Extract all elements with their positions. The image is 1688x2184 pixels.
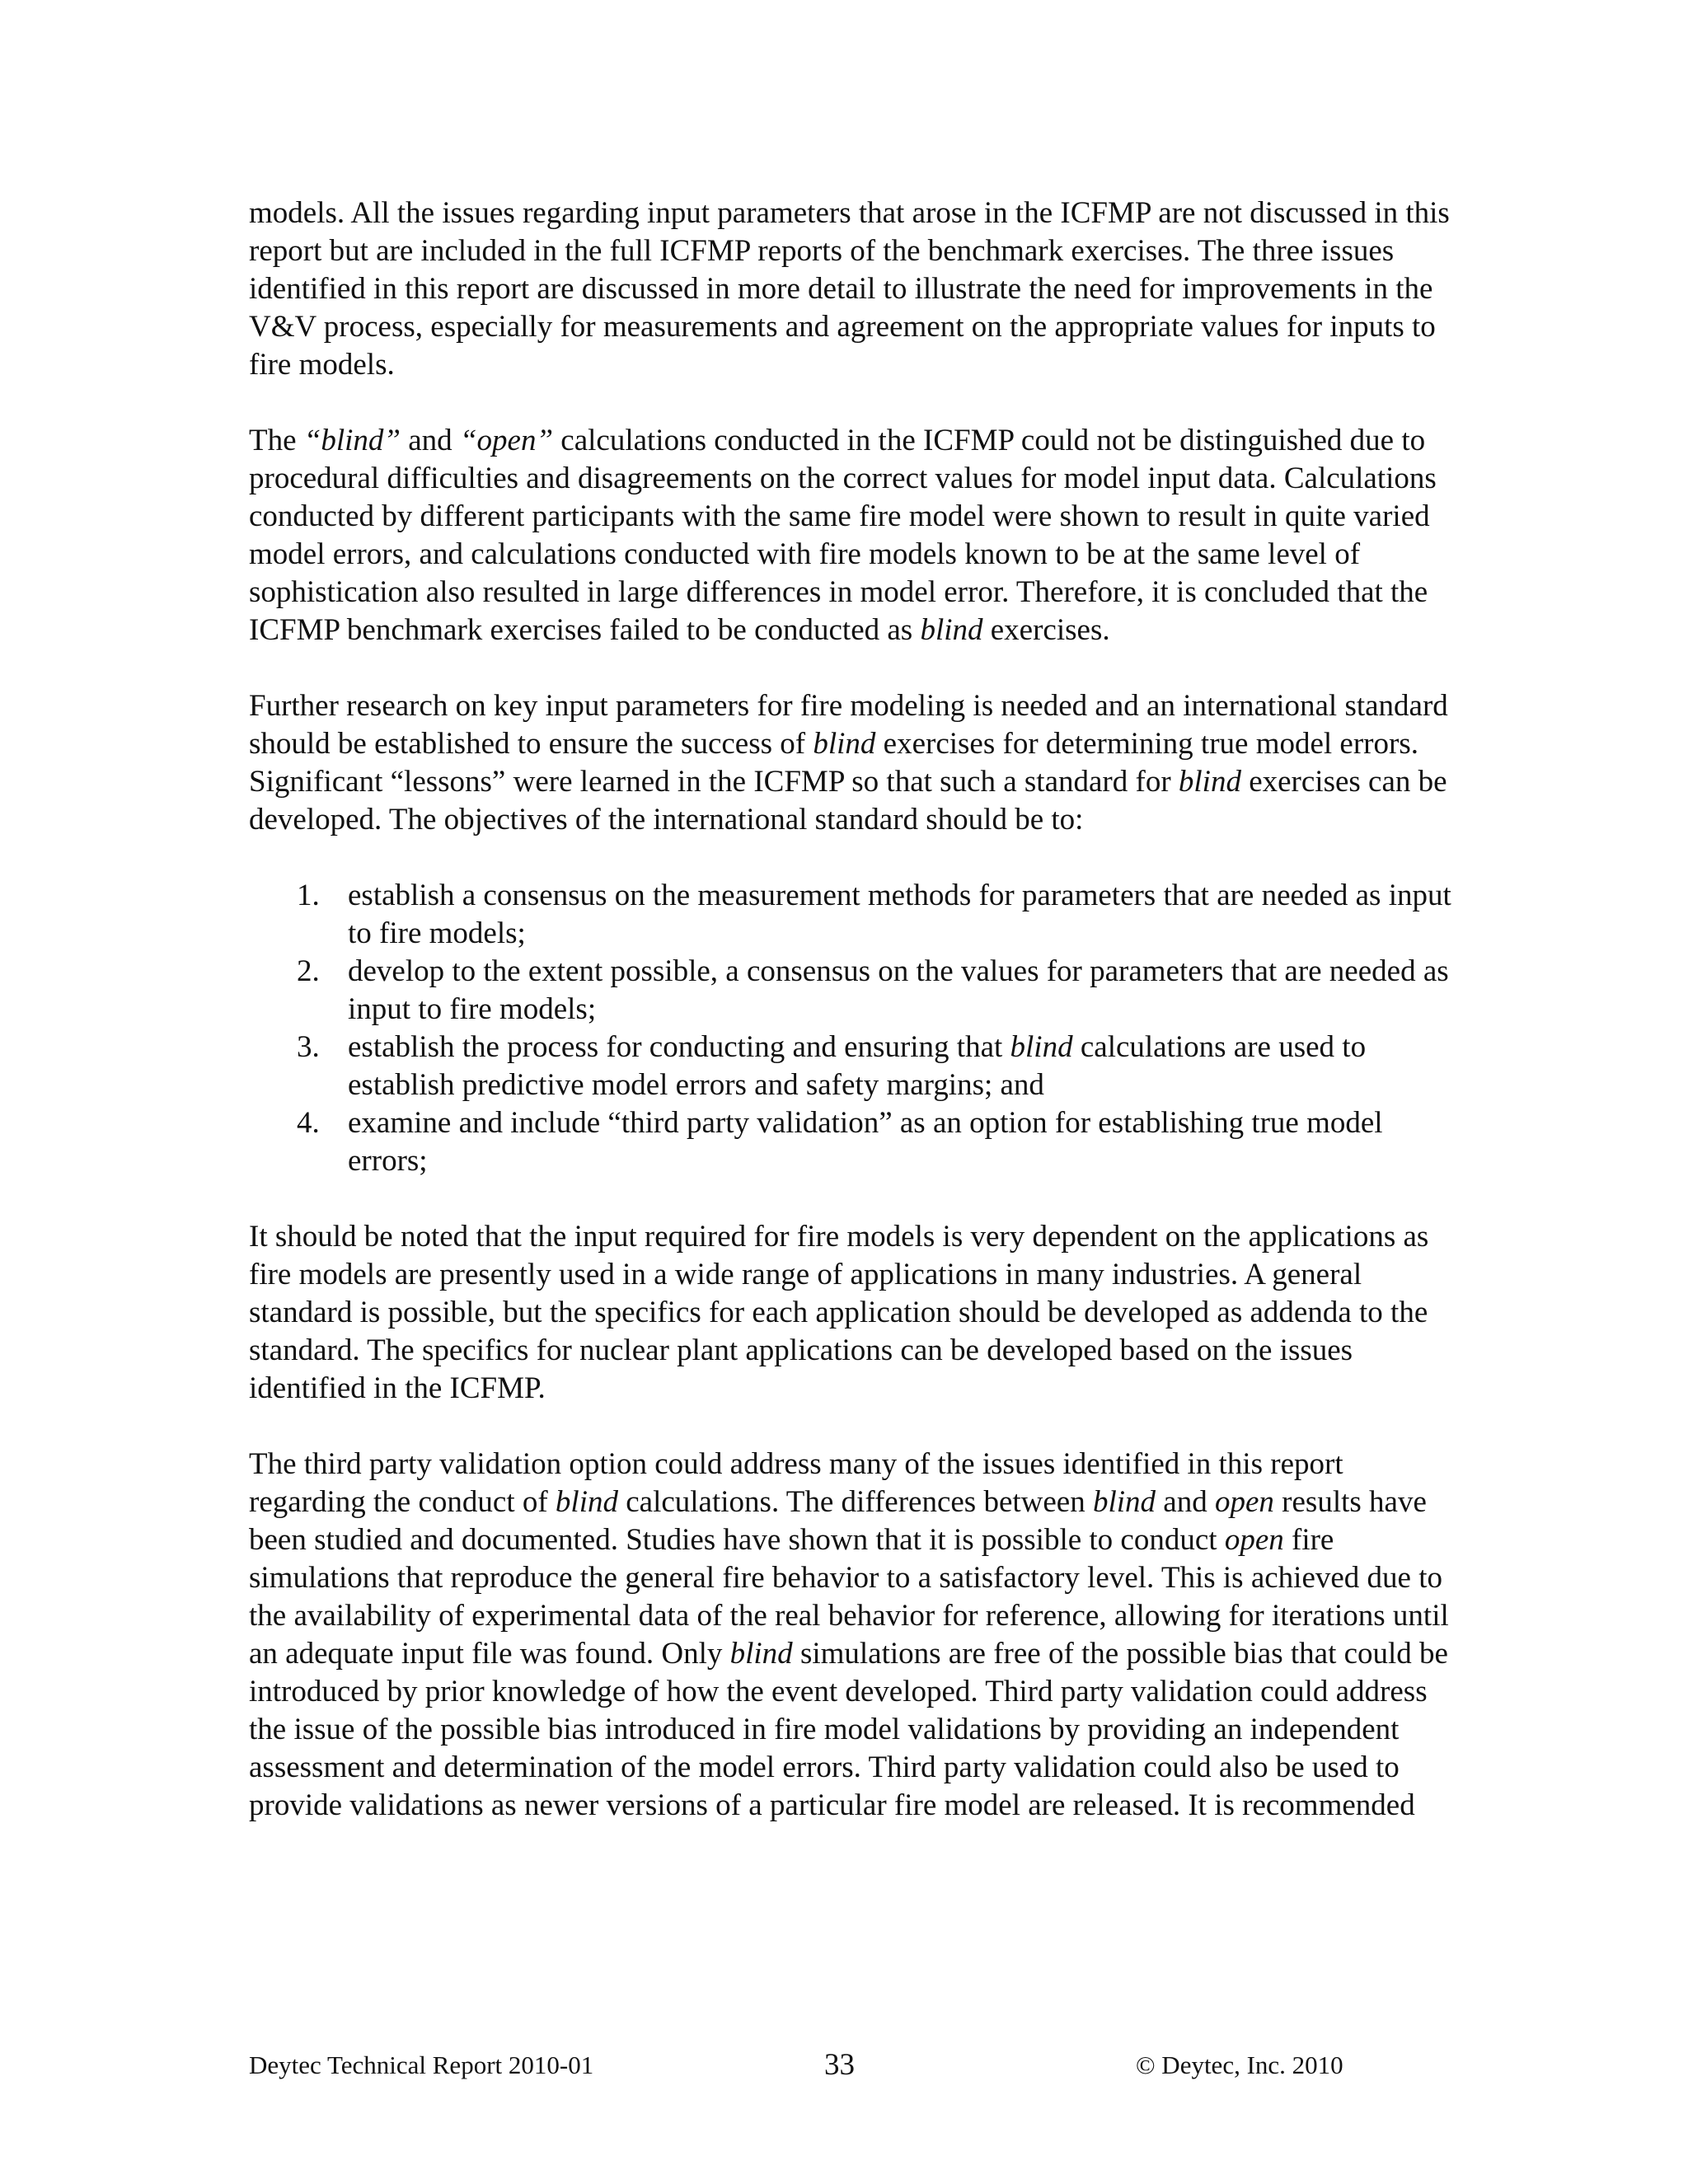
list-item-text (348, 1030, 1366, 1102)
footer-copyright: © Deytec, Inc. 2010 (1136, 2050, 1343, 2079)
italic-run: blind (1092, 1485, 1156, 1519)
list-item-text: examine and include “third party validation” as an option for establishing true model errors; (348, 1106, 1383, 1178)
footer-report-id: Deytec Technical Report 2010-01 (249, 2050, 594, 2079)
text-run: exercises. (982, 613, 1110, 647)
text-run: The (249, 424, 304, 457)
list-number: 1. (297, 879, 320, 912)
list-item (249, 877, 1452, 953)
text-run: simulations are free of the possible bias that could be introduced by prior knowledge of how the event developed. Third party validation could address the issue of the possible bias introduced in fire model validations by providing an independent assessment and determination of the model errors. Third party validation could also be used to provide validations as newer versions of a particular fire model are released. It is recommended (249, 1637, 1448, 1822)
paragraph-text: models. All the issues regarding input parameters that arose in the ICFMP are not discussed in this report but are included in the full ICFMP reports of the benchmark exercises. The three issues identified in this report are discussed in more detail to illustrate the need for improvements in the V&V process, especially for measurements and agreement on the appropriate values for inputs to fire models. (249, 196, 1450, 382)
text-run: results have been studied and documented. Studies have shown that it is possible to conduct (249, 1485, 1427, 1557)
paragraph-icfmp-issues (249, 194, 1452, 384)
italic-run: open (1214, 1485, 1274, 1519)
list-item (249, 953, 1452, 1029)
text-run: calculations. The differences between (617, 1485, 1093, 1519)
italic-run: “blind” (303, 424, 401, 457)
italic-run: open (1224, 1523, 1284, 1557)
text-run: and (1156, 1485, 1215, 1519)
text-run: and (401, 424, 460, 457)
text-run: fire simulations that reproduce the general fire behavior to a satisfactory level. This is achieved due to the availability of experimental data of the real behavior for reference, allowing for iterations until an adequate input file was found. Only (249, 1523, 1449, 1671)
italic-run: blind (729, 1637, 793, 1671)
list-item (249, 1029, 1452, 1104)
text-run: exercises can be developed. The objectives of the international standard should be to: (249, 765, 1447, 837)
list-number: 2. (297, 954, 320, 988)
text-run: calculations are used to establish predictive model errors and safety margins; and (348, 1030, 1367, 1102)
text-run: Further research on key input parameters for fire modeling is needed and an international standard should be established to ensure the success of (249, 689, 1448, 761)
list-item-text: develop to the extent possible, a consensus on the values for parameters that are needed as input to fire models; (348, 954, 1449, 1026)
italic-run: blind (813, 727, 876, 761)
paragraph-text: It should be noted that the input required for fire models is very dependent on the applications as fire models are presently used in a wide range of applications in many industries. A general standard is possible, but the specifics for each application should be developed as addenda to the standard. The specifics for nuclear plant applications can be developed based on the issues identified in the ICFMP. (249, 1220, 1429, 1405)
text-run: establish the process for conducting and ensuring that (348, 1030, 1010, 1064)
text-run: exercises for determining true model errors. Significant “lessons” were learned in the ICFMP so that such a standard for (249, 727, 1418, 799)
text-run: calculations conducted in the ICFMP could not be distinguished due to procedural difficulties and disagreements on the correct values for model input data. Calculations conducted by different participants with the same fire model were shown to result in quite varied model errors, and calculations conducted with fire models known to be at the same level of sophistication also resulted in large differences in model error. Therefore, it is concluded that the ICFMP benchmark exercises failed to be conducted as (249, 424, 1437, 647)
list-number: 3. (297, 1030, 320, 1064)
text-run: The third party validation option could address many of the issues identified in this report regarding the conduct of (249, 1447, 1343, 1519)
paragraph-third-party (249, 1446, 1452, 1825)
paragraph-input-dependence (249, 1218, 1452, 1408)
italic-run: blind (1010, 1030, 1073, 1064)
page-footer (0, 2047, 1688, 2097)
body-text (249, 194, 1452, 1863)
paragraph-further-research (249, 687, 1452, 839)
italic-run: blind (920, 613, 983, 647)
paragraph-blind-open (249, 422, 1452, 649)
italic-run: blind (555, 1485, 618, 1519)
list-item (249, 1104, 1452, 1180)
objectives-list (249, 877, 1452, 1180)
list-number: 4. (297, 1106, 320, 1140)
page-number: 33 (824, 2048, 855, 2082)
italic-run: “open” (459, 424, 554, 457)
list-item-text: establish a consensus on the measurement methods for parameters that are needed as input to fire models; (348, 879, 1451, 950)
italic-run: blind (1178, 765, 1241, 799)
